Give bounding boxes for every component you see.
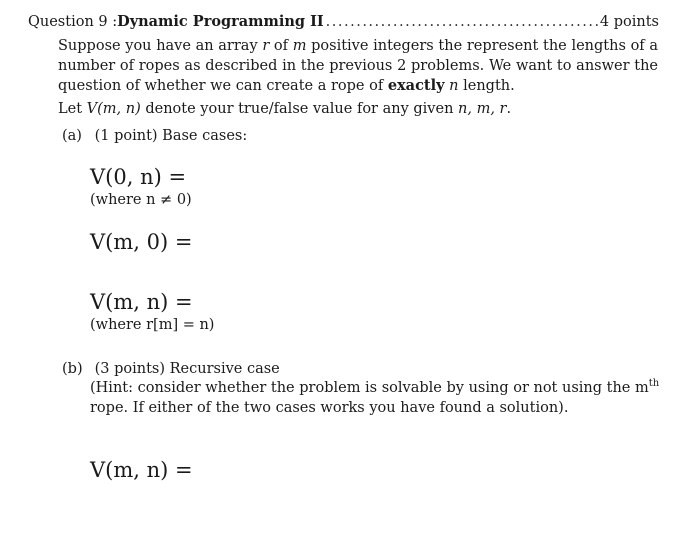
intro-text-3: positive integers the represent the lengths of a number of ropes as described in the previous 2 problems. We want to answer the question of whether we can create a rope of [58,38,658,94]
leader-dots [326,14,598,30]
intro-text-1: Suppose you have an array [58,38,263,54]
var-r: r [262,38,270,54]
equation-base-case-1: V(0, n) = [90,165,187,189]
equation-recursive-case: V(m, n) = [90,458,193,482]
part-b-hint [90,379,660,418]
var-m: m [292,38,307,54]
var-n: n [449,78,459,94]
hint-text-1: (Hint: consider whether the problem is solvable by using or not using the m [90,380,649,396]
part-a-header [62,127,662,147]
question-title: Dynamic Programming II [117,13,324,30]
intro-text-2: of [269,38,293,54]
question-header [28,13,659,30]
equation-base-case-2: V(m, 0) = [90,230,193,254]
part-b-tag: (b) [62,361,83,377]
intro-bold-exactly: exactly [387,77,445,94]
equation-base-case-3: V(m, n) = [90,290,193,314]
part-a-tag: (a) [62,128,82,144]
part-b-label: (3 points) Recursive case [94,361,280,377]
part-a-label: (1 point) Base cases: [94,128,248,144]
definition-expr: V(m, n) [86,101,141,117]
definition-vars: n, m, r [458,101,507,117]
definition-text-3: . [506,101,512,117]
condition-base-case-3: (where r[m] = n) [90,317,215,333]
hint-superscript: th [648,378,660,390]
definition-paragraph [58,100,658,120]
definition-text-2: denote your true/false value for any given [140,101,459,117]
condition-base-case-1: (where n ≠ 0) [90,192,192,208]
part-b-header [62,360,662,380]
question-points: 4 points [599,14,659,30]
intro-text-5: length. [458,78,515,94]
intro-paragraph [58,37,658,97]
question-prefix: Question 9 : [28,14,118,30]
definition-text-1: Let [58,101,87,117]
hint-text-2: rope. If either of the two cases works you have found a solution). [90,399,569,416]
